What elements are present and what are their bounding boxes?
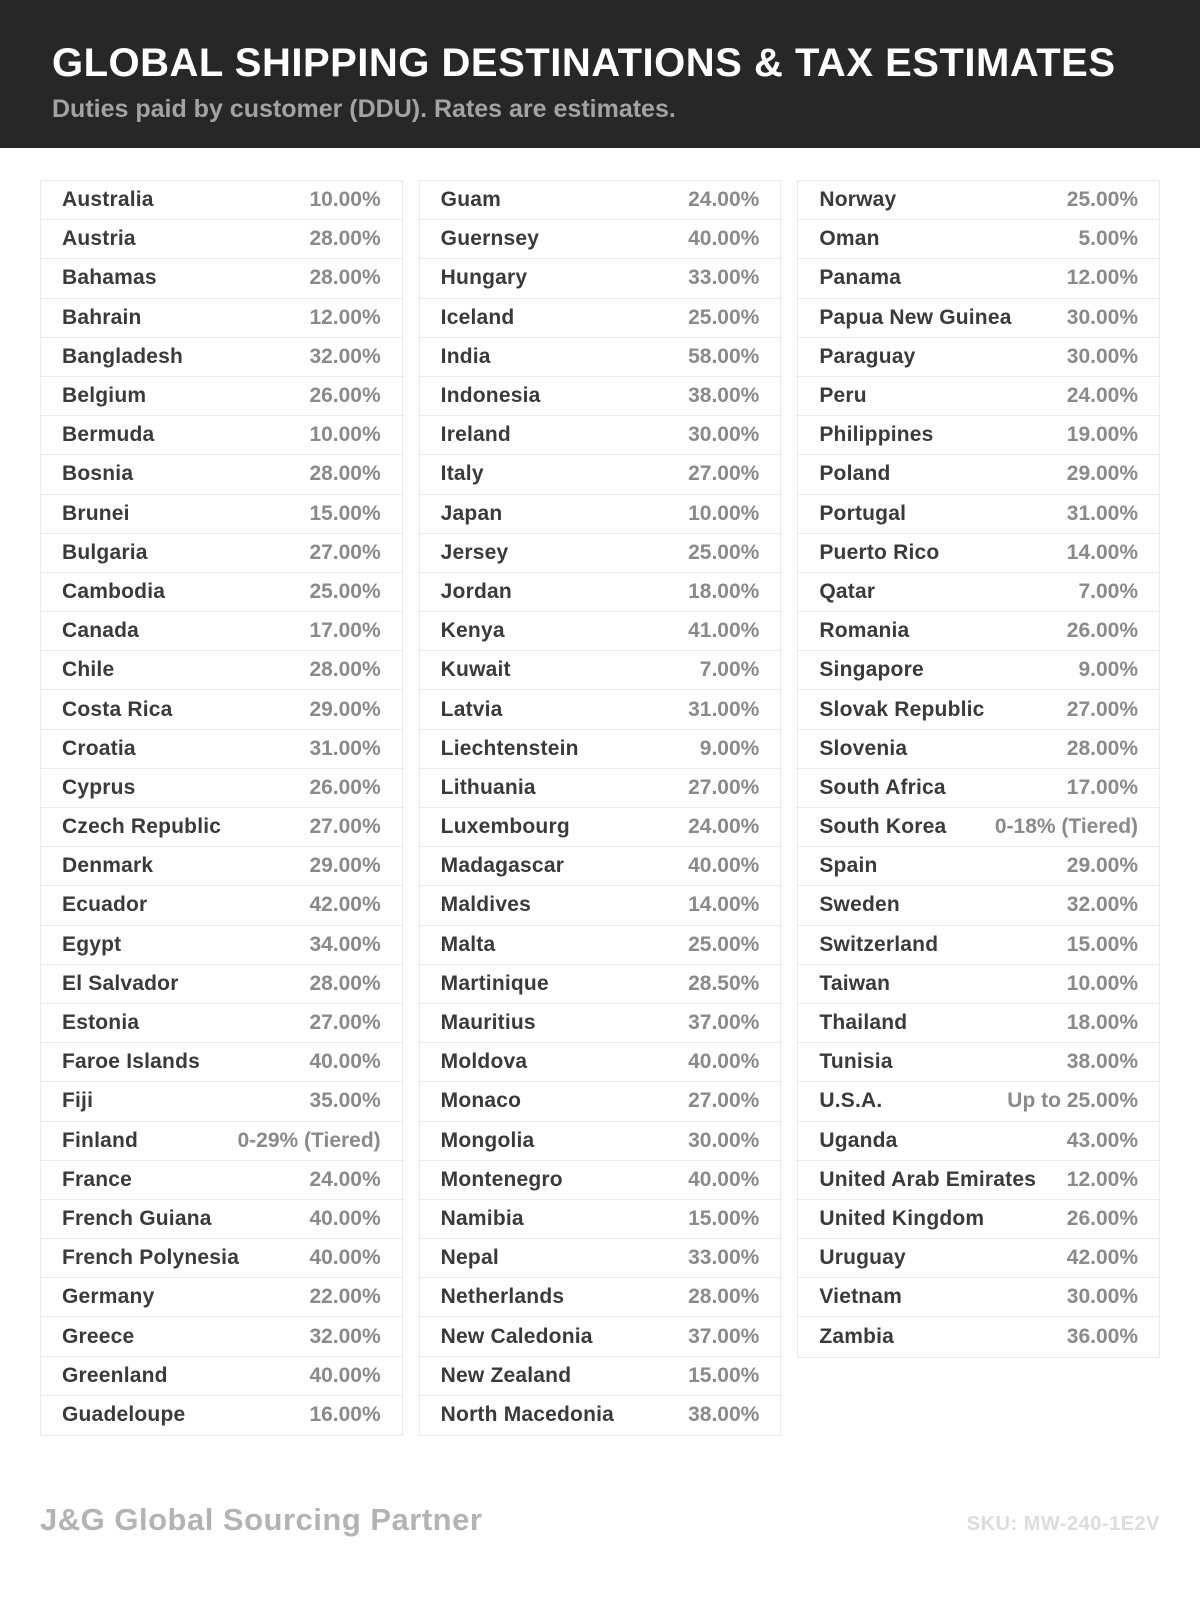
country-name: Bahrain bbox=[62, 305, 142, 329]
country-name: Belgium bbox=[62, 384, 147, 408]
country-name: Sweden bbox=[819, 893, 900, 917]
tax-rate: 30.00% bbox=[688, 1128, 760, 1152]
table-row bbox=[420, 1357, 781, 1396]
tax-rate: 24.00% bbox=[688, 188, 760, 212]
tax-rate: 42.00% bbox=[309, 893, 381, 917]
table-row bbox=[798, 926, 1159, 965]
country-name: Czech Republic bbox=[62, 815, 222, 839]
table-row bbox=[420, 259, 781, 298]
table-row bbox=[41, 338, 402, 377]
tax-rate: 14.00% bbox=[1066, 540, 1139, 564]
country-name: U.S.A. bbox=[819, 1089, 883, 1113]
tax-rate: 40.00% bbox=[688, 1167, 760, 1191]
country-name: Cyprus bbox=[62, 775, 136, 799]
country-name: Philippines bbox=[819, 423, 934, 447]
table-row bbox=[798, 1004, 1159, 1043]
tax-rate: 29.00% bbox=[309, 697, 381, 721]
tax-rate: 28.00% bbox=[309, 266, 381, 290]
tax-rate: 27.00% bbox=[309, 1011, 381, 1035]
country-name: Maldives bbox=[440, 893, 531, 917]
table-row bbox=[420, 534, 781, 573]
table-row bbox=[420, 926, 781, 965]
country-name: Moldova bbox=[440, 1050, 528, 1074]
country-name: Bermuda bbox=[62, 423, 155, 447]
country-name: United Kingdom bbox=[819, 1206, 985, 1230]
tax-rate: 7.00% bbox=[699, 658, 760, 682]
table-row bbox=[41, 1239, 402, 1278]
country-name: Luxembourg bbox=[440, 815, 570, 839]
table-row bbox=[41, 651, 402, 690]
country-name: Greenland bbox=[62, 1363, 168, 1387]
table-row bbox=[798, 612, 1159, 651]
table-row bbox=[798, 886, 1159, 925]
table-row bbox=[420, 377, 781, 416]
country-name: Latvia bbox=[440, 697, 503, 721]
tax-rate: 22.00% bbox=[309, 1285, 381, 1309]
table-row bbox=[420, 965, 781, 1004]
tax-rate: 28.00% bbox=[688, 1285, 760, 1309]
tax-rate: 10.00% bbox=[1066, 971, 1139, 995]
tax-rate: 26.00% bbox=[1066, 1206, 1139, 1230]
country-name: Austria bbox=[62, 227, 136, 251]
country-name: Madagascar bbox=[440, 854, 565, 878]
table-row bbox=[798, 534, 1159, 573]
tax-rate: 15.00% bbox=[309, 501, 381, 525]
country-name: Italy bbox=[440, 462, 484, 486]
table-row bbox=[420, 338, 781, 377]
tax-rate: 25.00% bbox=[309, 579, 381, 603]
tax-rate: 42.00% bbox=[1066, 1246, 1139, 1270]
table-row bbox=[798, 259, 1159, 298]
table-row bbox=[798, 847, 1159, 886]
tax-rate: 40.00% bbox=[309, 1050, 381, 1074]
country-name: Brunei bbox=[62, 501, 130, 525]
tax-rate: 15.00% bbox=[1066, 932, 1139, 956]
tax-rate: 31.00% bbox=[688, 697, 760, 721]
tax-rate: 40.00% bbox=[688, 227, 760, 251]
table-row bbox=[420, 886, 781, 925]
tax-rate: 14.00% bbox=[688, 893, 760, 917]
tax-rate: 18.00% bbox=[1066, 1011, 1139, 1035]
table-row bbox=[41, 926, 402, 965]
tax-rate: 25.00% bbox=[688, 540, 760, 564]
table-row bbox=[41, 1122, 402, 1161]
tax-rate: 12.00% bbox=[309, 305, 381, 329]
tax-rate: 28.00% bbox=[309, 462, 381, 486]
country-name: New Zealand bbox=[440, 1363, 572, 1387]
country-name: North Macedonia bbox=[440, 1403, 615, 1427]
tax-rate: 9.00% bbox=[1078, 658, 1139, 682]
tax-rate: 28.00% bbox=[1066, 736, 1139, 760]
table-row bbox=[41, 808, 402, 847]
table-row bbox=[420, 1122, 781, 1161]
tax-rate: 26.00% bbox=[309, 384, 381, 408]
country-name: South Korea bbox=[819, 815, 947, 839]
table-row bbox=[420, 455, 781, 494]
table-row bbox=[41, 455, 402, 494]
country-name: Vietnam bbox=[819, 1285, 903, 1309]
tax-rate: 12.00% bbox=[1066, 1167, 1139, 1191]
country-name: Hungary bbox=[440, 266, 528, 290]
tax-rate: 12.00% bbox=[1066, 266, 1139, 290]
country-name: Puerto Rico bbox=[819, 540, 940, 564]
country-name: New Caledonia bbox=[440, 1324, 593, 1348]
table-row bbox=[798, 455, 1159, 494]
country-name: Japan bbox=[440, 501, 503, 525]
country-name: Oman bbox=[819, 227, 880, 251]
tax-rate: 19.00% bbox=[1066, 423, 1139, 447]
tax-rate: 37.00% bbox=[688, 1324, 760, 1348]
table-row bbox=[798, 965, 1159, 1004]
tax-rate: 29.00% bbox=[1066, 462, 1139, 486]
tax-rate: 26.00% bbox=[1066, 619, 1139, 643]
country-name: Estonia bbox=[62, 1011, 140, 1035]
tax-rate: 27.00% bbox=[309, 540, 381, 564]
table-row bbox=[41, 612, 402, 651]
table-row bbox=[420, 1043, 781, 1082]
table-row bbox=[41, 181, 402, 220]
table-row bbox=[420, 808, 781, 847]
tax-rate: 40.00% bbox=[309, 1363, 381, 1387]
table-row bbox=[420, 769, 781, 808]
table-row bbox=[420, 1239, 781, 1278]
country-name: Germany bbox=[62, 1285, 155, 1309]
table-row bbox=[420, 1082, 781, 1121]
tax-rate: 40.00% bbox=[688, 1050, 760, 1074]
country-name: Panama bbox=[819, 266, 902, 290]
tax-rate: 5.00% bbox=[1078, 227, 1139, 251]
country-name: Poland bbox=[819, 462, 891, 486]
country-name: Faroe Islands bbox=[62, 1050, 200, 1074]
tax-rate: 29.00% bbox=[309, 854, 381, 878]
tax-rate: 24.00% bbox=[688, 815, 760, 839]
country-name: Ecuador bbox=[62, 893, 148, 917]
country-name: Romania bbox=[819, 619, 910, 643]
tax-rate: 27.00% bbox=[309, 815, 381, 839]
country-name: Malta bbox=[440, 932, 496, 956]
country-name: El Salvador bbox=[62, 971, 179, 995]
country-name: Jersey bbox=[440, 540, 509, 564]
tax-rate: 17.00% bbox=[309, 619, 381, 643]
table-row bbox=[41, 220, 402, 259]
country-name: India bbox=[440, 344, 491, 368]
country-name: Mauritius bbox=[440, 1011, 536, 1035]
country-name: Paraguay bbox=[819, 344, 916, 368]
country-name: Singapore bbox=[819, 658, 924, 682]
tax-rate: 0-29% (Tiered) bbox=[237, 1128, 381, 1152]
table-row bbox=[798, 1043, 1159, 1082]
tax-rate: 33.00% bbox=[688, 266, 760, 290]
tax-rate: 18.00% bbox=[688, 579, 760, 603]
country-name: Denmark bbox=[62, 854, 154, 878]
tax-rate: 35.00% bbox=[309, 1089, 381, 1113]
country-name: Costa Rica bbox=[62, 697, 173, 721]
tax-rate: 0-18% (Tiered) bbox=[994, 815, 1139, 839]
country-name: Slovak Republic bbox=[819, 697, 985, 721]
country-name: Netherlands bbox=[440, 1285, 565, 1309]
tax-rate: 41.00% bbox=[688, 619, 760, 643]
tax-rate: 7.00% bbox=[1078, 579, 1139, 603]
tax-rate: 25.00% bbox=[688, 305, 760, 329]
table-row bbox=[798, 1082, 1159, 1121]
tax-rate: 29.00% bbox=[1066, 854, 1139, 878]
country-name: Nepal bbox=[440, 1246, 499, 1270]
tax-rate: 10.00% bbox=[688, 501, 760, 525]
tax-rate: Up to 25.00% bbox=[1007, 1089, 1139, 1113]
table-row bbox=[41, 299, 402, 338]
table-row bbox=[798, 651, 1159, 690]
table-row bbox=[41, 769, 402, 808]
country-name: South Africa bbox=[819, 775, 946, 799]
table-row bbox=[798, 1278, 1159, 1317]
country-name: Greece bbox=[62, 1324, 135, 1348]
table-row bbox=[420, 1278, 781, 1317]
tax-rate: 31.00% bbox=[309, 736, 381, 760]
tax-rate: 37.00% bbox=[688, 1011, 760, 1035]
tax-rate: 16.00% bbox=[309, 1403, 381, 1427]
country-name: Slovenia bbox=[819, 736, 908, 760]
header-banner bbox=[0, 0, 1200, 148]
table-row bbox=[41, 1082, 402, 1121]
sku-label: SKU: MW-240-1E2V bbox=[966, 1513, 1160, 1535]
tax-rate: 32.00% bbox=[1066, 893, 1139, 917]
table-row bbox=[798, 220, 1159, 259]
country-name: Tunisia bbox=[819, 1050, 893, 1074]
tax-rate: 27.00% bbox=[1066, 697, 1139, 721]
table-row bbox=[41, 1317, 402, 1356]
tax-rate: 58.00% bbox=[688, 344, 760, 368]
table-row bbox=[41, 259, 402, 298]
country-name: Australia bbox=[62, 188, 154, 212]
country-name: Uruguay bbox=[819, 1246, 906, 1270]
table-row bbox=[41, 886, 402, 925]
rates-column-1 bbox=[40, 180, 403, 1436]
table-row bbox=[798, 573, 1159, 612]
table-row bbox=[41, 1357, 402, 1396]
country-name: Bahamas bbox=[62, 266, 157, 290]
tax-rate: 28.50% bbox=[688, 971, 760, 995]
tax-rate: 10.00% bbox=[309, 423, 381, 447]
table-row bbox=[41, 534, 402, 573]
country-name: Jordan bbox=[440, 579, 512, 603]
page-title: GLOBAL SHIPPING DESTINATIONS & TAX ESTIMATES bbox=[52, 40, 1116, 85]
country-name: Bangladesh bbox=[62, 344, 184, 368]
table-row bbox=[41, 377, 402, 416]
tax-rate: 25.00% bbox=[688, 932, 760, 956]
table-row bbox=[798, 1317, 1159, 1356]
table-row bbox=[420, 220, 781, 259]
tax-rate: 40.00% bbox=[309, 1246, 381, 1270]
rates-table bbox=[40, 180, 1160, 1436]
table-row bbox=[420, 612, 781, 651]
rates-column-2 bbox=[419, 180, 782, 1436]
table-row bbox=[798, 769, 1159, 808]
table-row bbox=[41, 1161, 402, 1200]
table-row bbox=[420, 1161, 781, 1200]
country-name: Cambodia bbox=[62, 579, 166, 603]
tax-rate: 40.00% bbox=[309, 1206, 381, 1230]
tax-rate: 27.00% bbox=[688, 1089, 760, 1113]
table-row bbox=[420, 181, 781, 220]
table-row bbox=[420, 495, 781, 534]
table-row bbox=[798, 181, 1159, 220]
tax-rate: 30.00% bbox=[1066, 305, 1139, 329]
country-name: Thailand bbox=[819, 1011, 908, 1035]
tax-rate: 25.00% bbox=[1066, 188, 1139, 212]
tax-rate: 38.00% bbox=[688, 1403, 760, 1427]
country-name: Kenya bbox=[440, 619, 505, 643]
country-name: Indonesia bbox=[440, 384, 541, 408]
country-name: Spain bbox=[819, 854, 878, 878]
table-row bbox=[41, 416, 402, 455]
country-name: Martinique bbox=[440, 971, 549, 995]
country-name: Lithuania bbox=[440, 775, 536, 799]
tax-rate: 27.00% bbox=[688, 775, 760, 799]
tax-rate: 33.00% bbox=[688, 1246, 760, 1270]
table-row bbox=[798, 1200, 1159, 1239]
tax-rate: 15.00% bbox=[688, 1363, 760, 1387]
tax-rate: 31.00% bbox=[1066, 501, 1139, 525]
country-name: Uganda bbox=[819, 1128, 898, 1152]
country-name: Guam bbox=[440, 188, 501, 212]
table-row bbox=[420, 730, 781, 769]
tax-rate: 27.00% bbox=[688, 462, 760, 486]
country-name: Finland bbox=[62, 1128, 139, 1152]
country-name: Chile bbox=[62, 658, 115, 682]
table-row bbox=[420, 416, 781, 455]
table-row bbox=[41, 690, 402, 729]
tax-rate: 24.00% bbox=[309, 1167, 381, 1191]
country-name: Iceland bbox=[440, 305, 515, 329]
table-row bbox=[41, 573, 402, 612]
table-row bbox=[41, 1278, 402, 1317]
table-row bbox=[41, 847, 402, 886]
table-row bbox=[798, 495, 1159, 534]
tax-rate: 30.00% bbox=[688, 423, 760, 447]
table-row bbox=[798, 1161, 1159, 1200]
country-name: Zambia bbox=[819, 1325, 895, 1349]
tax-rate: 34.00% bbox=[309, 932, 381, 956]
table-row bbox=[41, 1004, 402, 1043]
country-name: United Arab Emirates bbox=[819, 1167, 1037, 1191]
tax-rate: 10.00% bbox=[309, 188, 381, 212]
tax-rate: 32.00% bbox=[309, 1324, 381, 1348]
country-name: Montenegro bbox=[440, 1167, 563, 1191]
table-row bbox=[420, 1004, 781, 1043]
table-row bbox=[798, 1239, 1159, 1278]
table-row bbox=[798, 416, 1159, 455]
table-row bbox=[420, 1396, 781, 1435]
country-name: Portugal bbox=[819, 501, 907, 525]
table-row bbox=[41, 1396, 402, 1435]
country-name: Canada bbox=[62, 619, 140, 643]
tax-rate: 17.00% bbox=[1066, 775, 1139, 799]
tax-rate: 30.00% bbox=[1066, 344, 1139, 368]
country-name: Peru bbox=[819, 384, 867, 408]
country-name: Taiwan bbox=[819, 971, 891, 995]
country-name: Mongolia bbox=[440, 1128, 535, 1152]
table-row bbox=[798, 338, 1159, 377]
table-row bbox=[420, 847, 781, 886]
country-name: Papua New Guinea bbox=[819, 305, 1012, 329]
country-name: Guadeloupe bbox=[62, 1403, 186, 1427]
tax-rate: 24.00% bbox=[1066, 384, 1139, 408]
table-row bbox=[41, 1200, 402, 1239]
country-name: Croatia bbox=[62, 736, 136, 760]
tax-rate: 28.00% bbox=[309, 658, 381, 682]
footer bbox=[40, 1502, 1160, 1538]
table-row bbox=[41, 965, 402, 1004]
tax-rate: 26.00% bbox=[309, 775, 381, 799]
table-row bbox=[798, 730, 1159, 769]
country-name: Liechtenstein bbox=[440, 736, 579, 760]
table-row bbox=[798, 299, 1159, 338]
table-row bbox=[420, 690, 781, 729]
table-row bbox=[798, 377, 1159, 416]
table-row bbox=[41, 1043, 402, 1082]
table-row bbox=[420, 651, 781, 690]
country-name: Qatar bbox=[819, 579, 876, 603]
country-name: Egypt bbox=[62, 932, 122, 956]
tax-rate: 28.00% bbox=[309, 971, 381, 995]
table-row bbox=[41, 495, 402, 534]
country-name: Guernsey bbox=[440, 227, 540, 251]
table-row bbox=[798, 808, 1159, 847]
tax-rate: 38.00% bbox=[1066, 1050, 1139, 1074]
tax-rate: 9.00% bbox=[699, 736, 760, 760]
country-name: Switzerland bbox=[819, 932, 939, 956]
table-row bbox=[798, 690, 1159, 729]
country-name: Bosnia bbox=[62, 462, 134, 486]
tax-rate: 40.00% bbox=[688, 854, 760, 878]
tax-rate: 32.00% bbox=[309, 344, 381, 368]
table-row bbox=[41, 730, 402, 769]
tax-rate: 15.00% bbox=[688, 1206, 760, 1230]
country-name: French Polynesia bbox=[62, 1246, 240, 1270]
country-name: Norway bbox=[819, 188, 897, 212]
country-name: Namibia bbox=[440, 1206, 524, 1230]
country-name: Fiji bbox=[62, 1089, 94, 1113]
country-name: Bulgaria bbox=[62, 540, 148, 564]
table-row bbox=[420, 299, 781, 338]
brand-name: J&G Global Sourcing Partner bbox=[40, 1502, 483, 1537]
country-name: French Guiana bbox=[62, 1206, 212, 1230]
country-name: Monaco bbox=[440, 1089, 522, 1113]
page-subtitle: Duties paid by customer (DDU). Rates are estimates. bbox=[52, 94, 676, 123]
tax-rate: 43.00% bbox=[1066, 1128, 1139, 1152]
country-name: Ireland bbox=[440, 423, 511, 447]
tax-rate: 36.00% bbox=[1066, 1325, 1139, 1349]
table-row bbox=[420, 1317, 781, 1356]
table-row bbox=[420, 573, 781, 612]
tax-rate: 38.00% bbox=[688, 384, 760, 408]
table-row bbox=[420, 1200, 781, 1239]
country-name: Kuwait bbox=[440, 658, 511, 682]
country-name: France bbox=[62, 1167, 133, 1191]
tax-rate: 30.00% bbox=[1066, 1285, 1139, 1309]
rates-column-3 bbox=[797, 180, 1160, 1358]
table-row bbox=[798, 1122, 1159, 1161]
tax-rate: 28.00% bbox=[309, 227, 381, 251]
